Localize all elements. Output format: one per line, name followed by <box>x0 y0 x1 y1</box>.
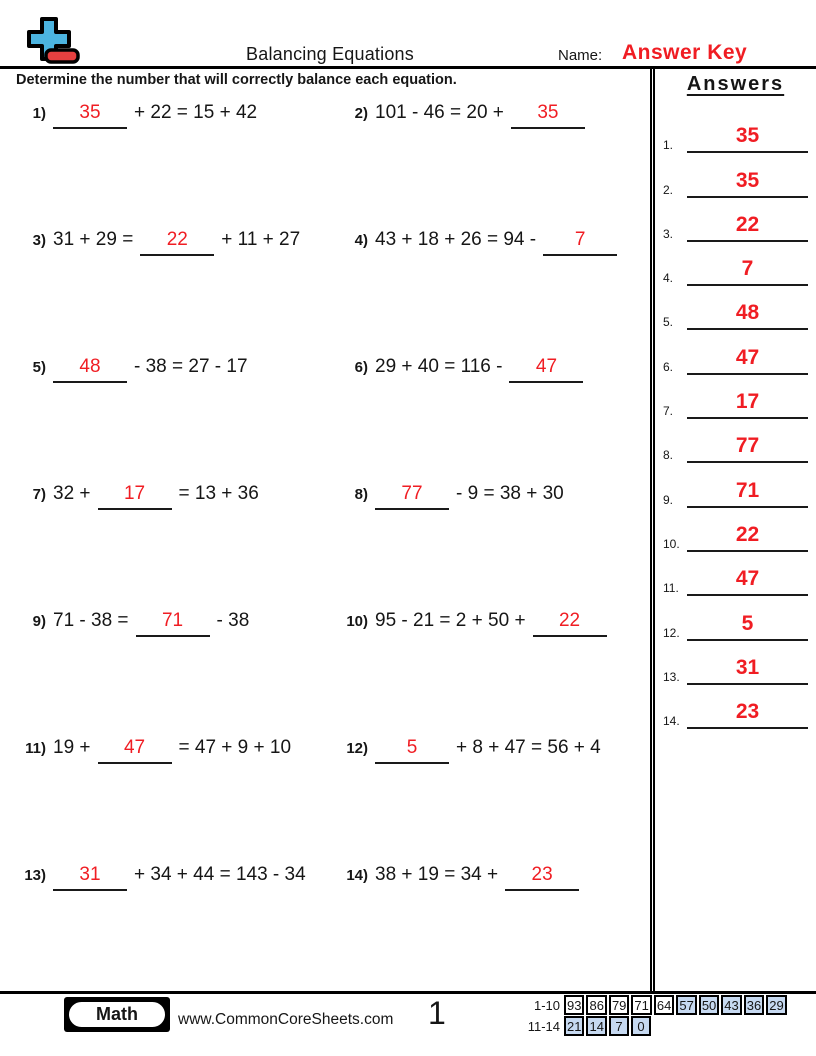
problem-row <box>338 729 650 856</box>
equation-pre-text: 31 + 29 = <box>53 229 134 250</box>
score-cell: 93 <box>564 995 584 1015</box>
problem-number: 7) <box>32 486 46 503</box>
equation-post-text: = 47 + 9 + 10 <box>178 737 292 758</box>
equation-pre-text: 71 - 38 = <box>53 610 129 631</box>
score-cell: 7 <box>609 1016 629 1036</box>
score-cell: 71 <box>631 995 651 1015</box>
answer-item-value: 35 <box>735 168 760 192</box>
name-value-answer-key: Answer Key <box>622 41 748 64</box>
score-cell: 0 <box>631 1016 651 1036</box>
answers-title: Answers <box>686 73 785 95</box>
answer-list-item <box>655 242 816 286</box>
answer-item-line <box>687 213 808 242</box>
answer-item-line <box>687 479 808 508</box>
answer-item-number: 12. <box>663 625 680 640</box>
answer-item-line <box>687 612 808 641</box>
answer-item-number: 3. <box>663 226 674 241</box>
answer-item-value: 31 <box>735 655 760 679</box>
answer-item-value: 77 <box>735 434 760 458</box>
answer-item-value: 35 <box>735 124 760 148</box>
equation-pre-text: 19 + <box>53 737 91 758</box>
answer-item-line <box>687 656 808 685</box>
score-cell: 43 <box>721 995 741 1015</box>
instruction-text: Determine the number that will correctly balance each equation. <box>16 72 457 88</box>
equation-post-text: + 8 + 47 = 56 + 4 <box>456 737 601 758</box>
answer-value: 7 <box>574 229 586 250</box>
answer-value: 5 <box>406 737 418 758</box>
answer-item-value: 47 <box>735 345 760 369</box>
answer-list-item <box>655 685 816 729</box>
answer-item-value: 23 <box>735 700 760 724</box>
answer-item-number: 5. <box>663 315 674 330</box>
answer-list-item <box>655 198 816 242</box>
website-url: www.CommonCoreSheets.com <box>178 1011 394 1028</box>
equation-pre-text: 38 + 19 = 34 + <box>375 864 499 885</box>
score-row-label: 11-14 <box>527 1018 560 1034</box>
problem-row <box>338 602 650 729</box>
answer-value: 22 <box>166 229 188 250</box>
equation-post-text: + 11 + 27 <box>221 229 301 250</box>
problem-row <box>338 856 650 983</box>
answers-list <box>655 109 816 729</box>
answer-item-value: 71 <box>735 478 760 502</box>
answer-item-number: 4. <box>663 271 674 286</box>
answer-blank <box>136 610 210 637</box>
score-cells <box>564 1016 651 1036</box>
equation-post-text: - 9 = 38 + 30 <box>456 483 564 504</box>
answer-blank <box>375 483 449 510</box>
problem-number: 6) <box>354 359 368 376</box>
equation-pre-text: 95 - 21 = 2 + 50 + <box>375 610 526 631</box>
answer-list-item <box>655 330 816 374</box>
score-cell: 86 <box>586 995 606 1015</box>
answer-list-item <box>655 552 816 596</box>
problem-row <box>16 221 338 348</box>
score-row <box>524 995 787 1015</box>
page-title: Balancing Equations <box>246 44 414 64</box>
answer-item-value: 22 <box>735 522 760 546</box>
problem-row <box>338 94 650 221</box>
answer-value: 71 <box>161 610 184 631</box>
answer-item-line <box>687 390 808 419</box>
problem-row <box>16 729 338 856</box>
subject-badge-label: Math <box>96 1004 138 1024</box>
equation-pre-text: 101 - 46 = 20 + <box>375 102 504 123</box>
answer-item-line <box>687 434 808 463</box>
page-number: 1 <box>428 995 446 1031</box>
problem-number: 5) <box>32 359 46 376</box>
answer-list-item <box>655 153 816 197</box>
problem-number: 10) <box>346 613 368 630</box>
score-cell: 79 <box>609 995 629 1015</box>
problem-row <box>16 602 338 729</box>
answer-item-number: 8. <box>663 448 674 463</box>
answer-item-value: 7 <box>741 257 754 281</box>
answer-item-number: 7. <box>663 404 674 419</box>
score-cell: 14 <box>586 1016 606 1036</box>
problem-row <box>16 856 338 983</box>
answer-blank <box>98 737 172 764</box>
score-row-label: 1-10 <box>533 997 560 1013</box>
equation-post-text: - 38 <box>216 610 250 631</box>
subject-badge-pill <box>67 1000 167 1029</box>
answer-blank <box>509 356 583 383</box>
answer-value: 23 <box>531 864 553 885</box>
answer-blank <box>533 610 607 637</box>
problem-row <box>16 348 338 475</box>
answer-item-number: 11. <box>663 581 679 596</box>
score-cell: 64 <box>654 995 674 1015</box>
equation-pre-text: 32 + <box>53 483 91 504</box>
score-table <box>524 995 787 1037</box>
problem-number: 12) <box>346 740 368 757</box>
answer-value: 77 <box>401 483 423 504</box>
problem-number: 4) <box>354 232 368 249</box>
answer-item-number: 6. <box>663 359 674 374</box>
answer-item-number: 9. <box>663 492 674 507</box>
problem-number: 11) <box>25 740 46 757</box>
answer-item-value: 22 <box>735 212 760 236</box>
answer-item-value: 47 <box>735 567 760 591</box>
problem-row <box>338 348 650 475</box>
answer-item-line <box>687 124 808 153</box>
equation-post-text: + 34 + 44 = 143 - 34 <box>134 864 306 885</box>
answer-value: 47 <box>535 356 558 377</box>
answer-item-line <box>687 523 808 552</box>
answer-item-value: 5 <box>741 611 754 635</box>
answer-item-line <box>687 700 808 729</box>
answer-item-number: 10. <box>663 536 680 551</box>
problems-grid <box>16 94 650 983</box>
answer-value: 48 <box>79 356 101 377</box>
equation-post-text: - 38 = 27 - 17 <box>134 356 248 377</box>
answer-item-number: 14. <box>663 714 680 729</box>
score-row <box>524 1016 787 1036</box>
name-label: Name: <box>558 47 603 64</box>
problem-row <box>338 221 650 348</box>
answer-item-line <box>687 169 808 198</box>
answer-list-item <box>655 419 816 463</box>
answer-blank <box>505 864 579 891</box>
answer-item-number: 1. <box>663 138 674 153</box>
equation-pre-text: 43 + 18 + 26 = 94 - <box>375 229 537 250</box>
problem-number: 3) <box>32 232 46 249</box>
answer-list-item <box>655 109 816 153</box>
problem-number: 14) <box>346 867 368 884</box>
answer-value: 47 <box>123 737 146 758</box>
answer-item-value: 17 <box>735 390 760 414</box>
footer-divider <box>0 991 816 994</box>
problem-number: 13) <box>24 867 46 884</box>
problem-number: 2) <box>354 105 368 122</box>
equation-pre-text: 29 + 40 = 116 - <box>375 356 503 377</box>
subject-badge <box>64 997 170 1032</box>
answer-blank <box>53 356 127 383</box>
problem-number: 9) <box>32 613 46 630</box>
answer-item-number: 13. <box>663 669 680 684</box>
answer-blank <box>375 737 449 764</box>
problem-row <box>338 475 650 602</box>
answer-blank <box>98 483 172 510</box>
score-cell: 50 <box>699 995 719 1015</box>
score-cell: 57 <box>676 995 696 1015</box>
answer-item-line <box>687 257 808 286</box>
problem-row <box>16 475 338 602</box>
answer-list-item <box>655 596 816 640</box>
answer-value: 35 <box>79 102 101 123</box>
answer-blank <box>511 102 585 129</box>
score-cell: 36 <box>744 995 764 1015</box>
answer-list-item <box>655 641 816 685</box>
answer-value: 22 <box>558 610 581 631</box>
problem-number: 1) <box>32 105 46 122</box>
score-cell: 21 <box>564 1016 584 1036</box>
equation-post-text: + 22 = 15 + 42 <box>134 102 258 123</box>
answer-list-item <box>655 463 816 507</box>
answer-value: 35 <box>537 102 559 123</box>
answer-item-line <box>687 346 808 375</box>
answer-value: 17 <box>123 483 146 504</box>
answer-value: 31 <box>79 864 101 885</box>
problem-number: 8) <box>354 486 368 503</box>
answer-blank <box>140 229 214 256</box>
answer-blank <box>53 864 127 891</box>
score-cells <box>564 995 787 1015</box>
score-cell: 29 <box>766 995 786 1015</box>
answer-item-number: 2. <box>663 182 674 197</box>
problem-row <box>16 94 338 221</box>
answer-list-item <box>655 286 816 330</box>
answer-blank <box>53 102 127 129</box>
equation-post-text: = 13 + 36 <box>178 483 259 504</box>
answer-item-line <box>687 567 808 596</box>
answer-list-item <box>655 508 816 552</box>
answer-item-value: 48 <box>735 301 760 325</box>
answer-item-line <box>687 301 808 330</box>
answers-panel <box>650 68 816 991</box>
answer-blank <box>543 229 617 256</box>
answer-list-item <box>655 375 816 419</box>
